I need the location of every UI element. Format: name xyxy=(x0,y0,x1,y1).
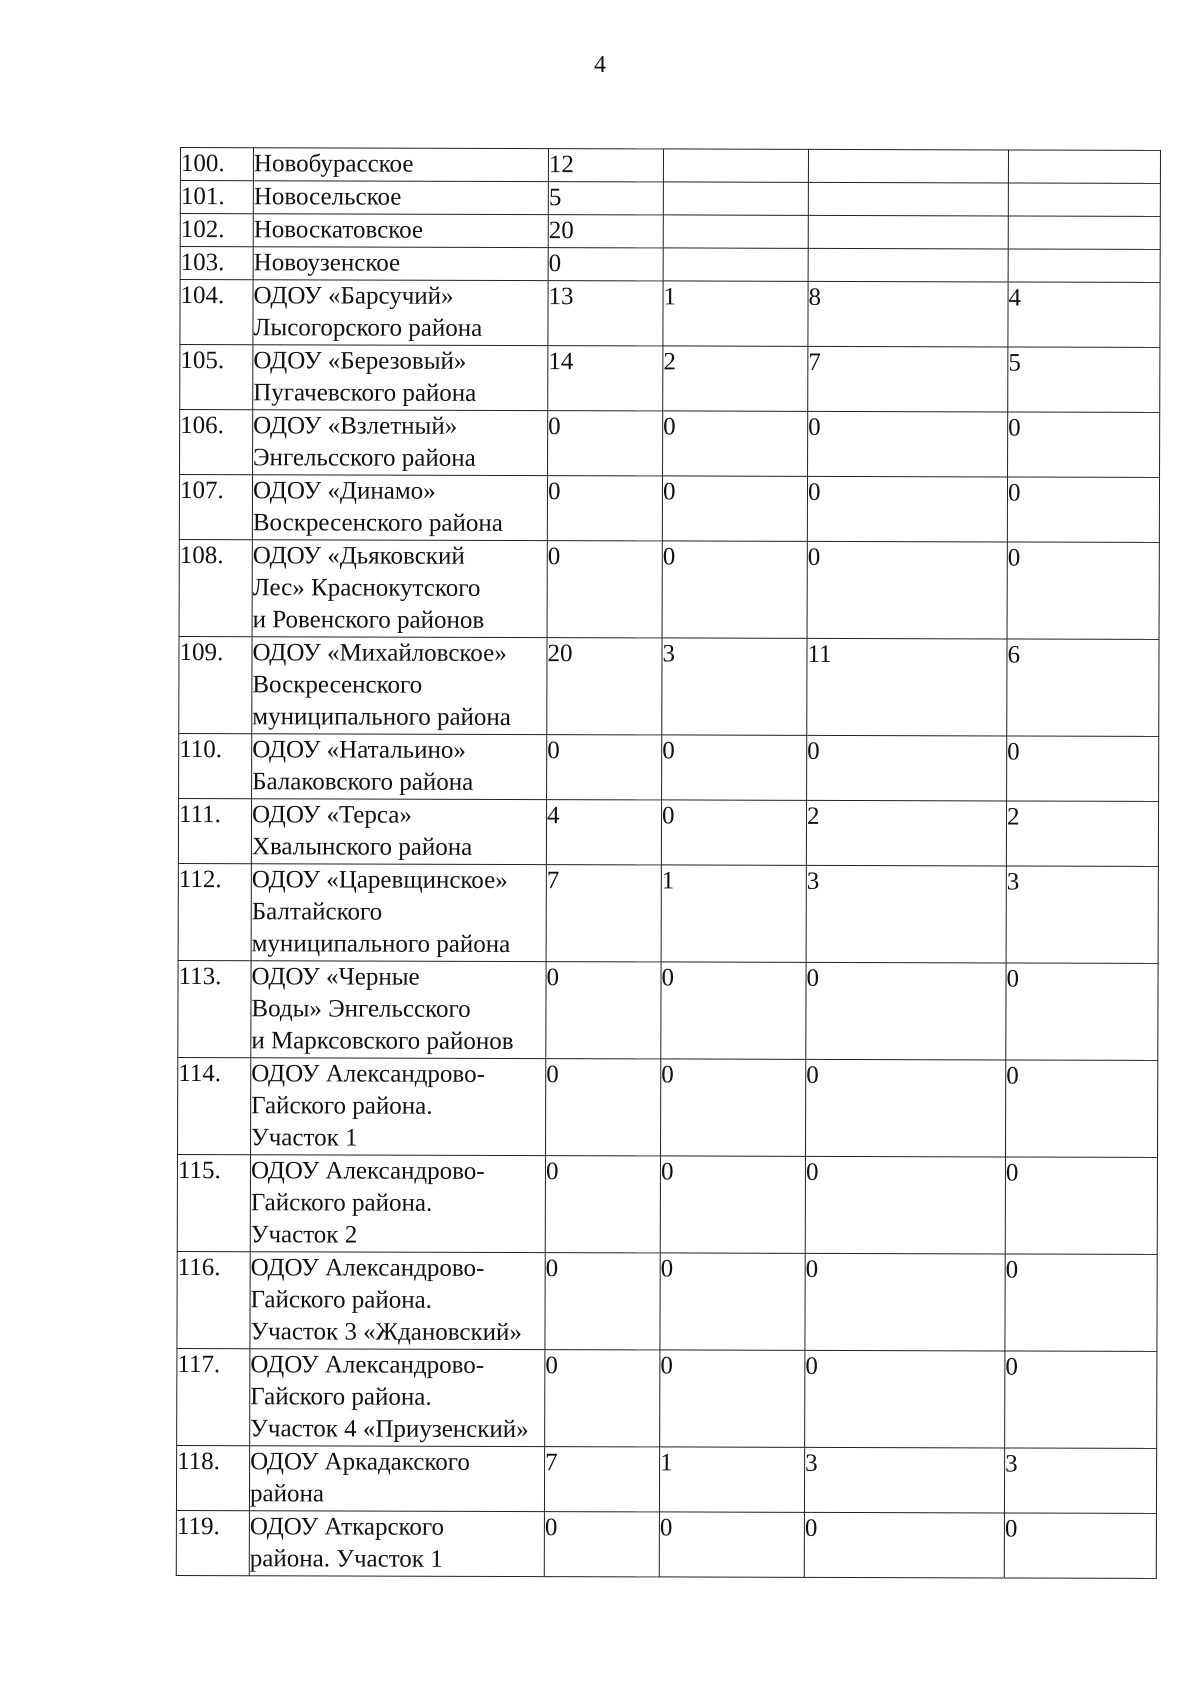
table-row xyxy=(179,636,1159,736)
row-number: 114. xyxy=(178,1057,251,1154)
row-name-line: Новосельское xyxy=(253,183,402,211)
table-row xyxy=(178,798,1158,866)
value-v3: 0 xyxy=(805,1350,1005,1448)
row-name xyxy=(253,280,548,346)
row-name-line: Балаковского района xyxy=(252,768,474,796)
value-v4: 0 xyxy=(1005,1157,1157,1254)
value-v1: 0 xyxy=(545,1350,660,1447)
value-v4: 0 xyxy=(1007,477,1159,542)
value-v2 xyxy=(663,182,808,215)
value-v4: 0 xyxy=(1008,412,1160,477)
row-name-line: и Ровенского районов xyxy=(252,606,485,634)
row-name xyxy=(251,864,546,962)
value-v3: 8 xyxy=(808,281,1008,347)
row-number: 119. xyxy=(176,1510,249,1575)
value-v1: 0 xyxy=(545,1156,660,1253)
value-v2: 0 xyxy=(662,541,807,638)
value-v4: 0 xyxy=(1004,1513,1156,1578)
table-row xyxy=(178,863,1158,963)
value-v3: 0 xyxy=(805,1253,1005,1351)
row-number: 108. xyxy=(179,539,252,636)
row-name-line: Участок 2 xyxy=(250,1221,358,1249)
row-number: 110. xyxy=(179,733,252,798)
data-table xyxy=(176,147,1161,1579)
table-row xyxy=(180,214,1160,250)
value-v1: 20 xyxy=(548,215,663,248)
value-v4: 6 xyxy=(1007,639,1159,736)
value-v4 xyxy=(1008,216,1160,249)
row-number: 116. xyxy=(177,1251,250,1348)
value-v1: 0 xyxy=(546,1059,661,1156)
row-name-line: Лысогорского района xyxy=(253,314,483,342)
value-v1: 0 xyxy=(547,735,662,800)
value-v3 xyxy=(808,149,1008,183)
row-name xyxy=(251,799,546,865)
row-name xyxy=(253,345,548,411)
value-v2: 0 xyxy=(661,962,806,1059)
table-row xyxy=(180,345,1160,413)
table-body xyxy=(176,148,1160,1579)
value-v3: 0 xyxy=(807,735,1007,801)
row-number: 117. xyxy=(177,1348,250,1445)
value-v1: 0 xyxy=(548,248,663,281)
value-v4: 5 xyxy=(1008,347,1160,412)
table-row xyxy=(177,1154,1157,1254)
value-v3: 0 xyxy=(807,476,1007,542)
value-v1: 0 xyxy=(546,962,661,1059)
row-number: 118. xyxy=(176,1445,249,1510)
page-number: 4 xyxy=(594,52,606,78)
value-v3 xyxy=(808,182,1008,216)
value-v1: 0 xyxy=(547,541,662,638)
table-row xyxy=(177,1348,1157,1448)
row-name-line: Новобурасское xyxy=(253,150,414,178)
value-v4: 0 xyxy=(1006,963,1158,1060)
table-row xyxy=(179,733,1159,801)
table-row xyxy=(179,539,1159,639)
value-v2: 0 xyxy=(660,1350,805,1447)
row-name xyxy=(253,214,548,248)
row-number: 100. xyxy=(180,148,253,181)
value-v4: 3 xyxy=(1004,1448,1156,1513)
value-v1: 0 xyxy=(544,1512,659,1577)
value-v2 xyxy=(663,149,808,182)
value-v3: 3 xyxy=(804,1447,1004,1513)
value-v2: 2 xyxy=(663,346,808,411)
table-row xyxy=(179,475,1159,543)
row-name-line: Воскресенского района xyxy=(252,509,503,537)
row-name-line: ОДОУ Александрово- xyxy=(250,1254,485,1282)
table-row xyxy=(180,410,1160,478)
value-v1: 14 xyxy=(548,346,663,411)
row-name xyxy=(252,734,547,800)
row-number: 102. xyxy=(180,214,253,247)
value-v2: 0 xyxy=(661,1059,806,1156)
row-name xyxy=(250,1349,545,1447)
row-name-line: Гайского района. xyxy=(251,1092,433,1120)
value-v1: 7 xyxy=(546,865,661,962)
table-row xyxy=(180,148,1160,184)
value-v4 xyxy=(1008,183,1160,216)
row-name-line: района xyxy=(249,1480,324,1508)
value-v4: 2 xyxy=(1006,801,1158,866)
value-v4: 0 xyxy=(1005,1254,1157,1351)
value-v1: 0 xyxy=(548,411,663,476)
value-v3: 0 xyxy=(805,1156,1005,1254)
value-v2: 1 xyxy=(663,281,808,346)
row-name-line: района. Участок 1 xyxy=(249,1545,443,1573)
row-name-line: муниципального района xyxy=(251,930,511,958)
table-row xyxy=(180,247,1160,283)
value-v2: 0 xyxy=(662,735,807,800)
row-name-line: муниципального района xyxy=(252,703,511,731)
row-name xyxy=(253,247,548,281)
table-row xyxy=(177,1251,1157,1351)
row-name-line: Участок 1 xyxy=(251,1124,358,1152)
value-v3 xyxy=(808,248,1008,282)
row-name-line: ОДОУ «Царевщинское» xyxy=(251,866,508,894)
row-name-line: ОДОУ Аркадакского xyxy=(250,1448,470,1476)
row-name xyxy=(253,148,548,182)
row-name xyxy=(251,1058,546,1156)
value-v1: 0 xyxy=(545,1253,660,1350)
row-name-line: Воды» Энгельсского xyxy=(251,995,471,1023)
row-name-line: ОДОУ «Дьяковский xyxy=(252,542,465,570)
row-name-line: Новоскатовское xyxy=(253,216,424,244)
row-name xyxy=(250,1155,545,1253)
row-name-line: Воскресенского xyxy=(252,671,423,699)
row-number: 112. xyxy=(178,863,251,960)
table-row xyxy=(178,1057,1158,1157)
row-number: 101. xyxy=(180,181,253,214)
row-name-line: Гайского района. xyxy=(250,1189,433,1217)
row-name-line: Гайского района. xyxy=(250,1286,432,1314)
value-v1: 5 xyxy=(548,182,663,215)
value-v2: 0 xyxy=(662,476,807,541)
value-v4: 4 xyxy=(1008,282,1160,347)
value-v2 xyxy=(663,215,808,248)
value-v3: 7 xyxy=(808,346,1008,412)
row-number: 113. xyxy=(178,960,251,1057)
value-v4: 3 xyxy=(1006,866,1158,963)
row-name xyxy=(252,540,547,638)
value-v3: 3 xyxy=(806,865,1006,963)
value-v3: 0 xyxy=(806,962,1006,1060)
row-number: 106. xyxy=(180,410,253,475)
value-v2: 3 xyxy=(662,638,807,735)
row-name-line: ОДОУ «Михайловское» xyxy=(252,639,507,667)
value-v2 xyxy=(663,248,808,281)
row-name-line: ОДОУ «Взлетный» xyxy=(253,412,458,440)
value-v4 xyxy=(1008,249,1160,282)
row-name-line: Участок 3 «Ждановский» xyxy=(250,1318,522,1347)
row-name-line: ОДОУ «Натальино» xyxy=(252,736,466,764)
value-v3: 0 xyxy=(806,1059,1006,1157)
row-name-line: Хвалынского района xyxy=(251,833,473,861)
row-name xyxy=(250,1252,545,1350)
row-name-line: ОДОУ Александрово- xyxy=(251,1060,485,1088)
value-v1: 20 xyxy=(547,638,662,735)
row-number: 105. xyxy=(180,345,253,410)
value-v3: 0 xyxy=(807,541,1007,639)
row-name xyxy=(249,1446,544,1512)
value-v1: 7 xyxy=(544,1447,659,1512)
row-name-line: ОДОУ «Терса» xyxy=(251,801,412,829)
row-name-line: Лес» Краснокутского xyxy=(252,574,481,602)
table-row xyxy=(180,280,1160,348)
value-v4: 0 xyxy=(1007,542,1159,639)
row-name-line: Энгельсского района xyxy=(253,444,476,472)
row-name-line: ОДОУ «Барсучий» xyxy=(253,282,454,310)
row-name xyxy=(252,637,547,735)
value-v3: 0 xyxy=(808,411,1008,477)
value-v1: 12 xyxy=(548,149,663,182)
value-v3 xyxy=(808,215,1008,249)
row-name xyxy=(252,475,547,541)
row-name-line: ОДОУ Александрово- xyxy=(250,1157,485,1185)
row-name-line: Пугачевского района xyxy=(253,379,477,407)
value-v4: 0 xyxy=(1005,1351,1157,1448)
row-number: 115. xyxy=(177,1154,250,1251)
value-v4: 0 xyxy=(1006,1060,1158,1157)
value-v3: 11 xyxy=(807,638,1007,736)
table-row xyxy=(180,181,1160,217)
value-v3: 0 xyxy=(804,1512,1004,1578)
row-name xyxy=(251,961,546,1059)
row-name-line: ОДОУ «Березовый» xyxy=(253,347,467,375)
row-name-line: ОДОУ Аткарского xyxy=(249,1513,445,1541)
table-row xyxy=(178,960,1158,1060)
row-name-line: и Марксовского районов xyxy=(251,1027,514,1055)
value-v2: 0 xyxy=(661,800,806,865)
value-v1: 0 xyxy=(547,476,662,541)
value-v1: 13 xyxy=(548,281,663,346)
row-number: 111. xyxy=(178,798,251,863)
value-v2: 1 xyxy=(661,865,806,962)
value-v2: 0 xyxy=(663,411,808,476)
table-row xyxy=(176,1445,1156,1513)
row-name xyxy=(253,181,548,215)
value-v2: 0 xyxy=(660,1156,805,1253)
value-v3: 2 xyxy=(806,800,1006,866)
table-row xyxy=(176,1510,1156,1578)
row-name-line: ОДОУ «Черные xyxy=(251,963,420,991)
value-v1: 4 xyxy=(546,800,661,865)
row-name xyxy=(249,1511,544,1577)
value-v4 xyxy=(1008,150,1160,183)
row-name-line: ОДОУ «Динамо» xyxy=(252,477,436,505)
row-name-line: Участок 4 «Приузенский» xyxy=(250,1415,529,1444)
value-v2: 0 xyxy=(660,1253,805,1350)
row-number: 109. xyxy=(179,636,252,733)
row-name xyxy=(253,410,548,476)
row-number: 103. xyxy=(180,247,253,280)
value-v2: 1 xyxy=(659,1447,804,1512)
row-number: 107. xyxy=(179,475,252,540)
value-v2: 0 xyxy=(659,1512,804,1577)
row-name-line: Новоузенское xyxy=(253,249,401,277)
row-number: 104. xyxy=(180,280,253,345)
value-v4: 0 xyxy=(1007,736,1159,801)
row-name-line: Гайского района. xyxy=(250,1383,432,1411)
row-name-line: ОДОУ Александрово- xyxy=(250,1351,485,1379)
row-name-line: Балтайского xyxy=(251,898,383,926)
